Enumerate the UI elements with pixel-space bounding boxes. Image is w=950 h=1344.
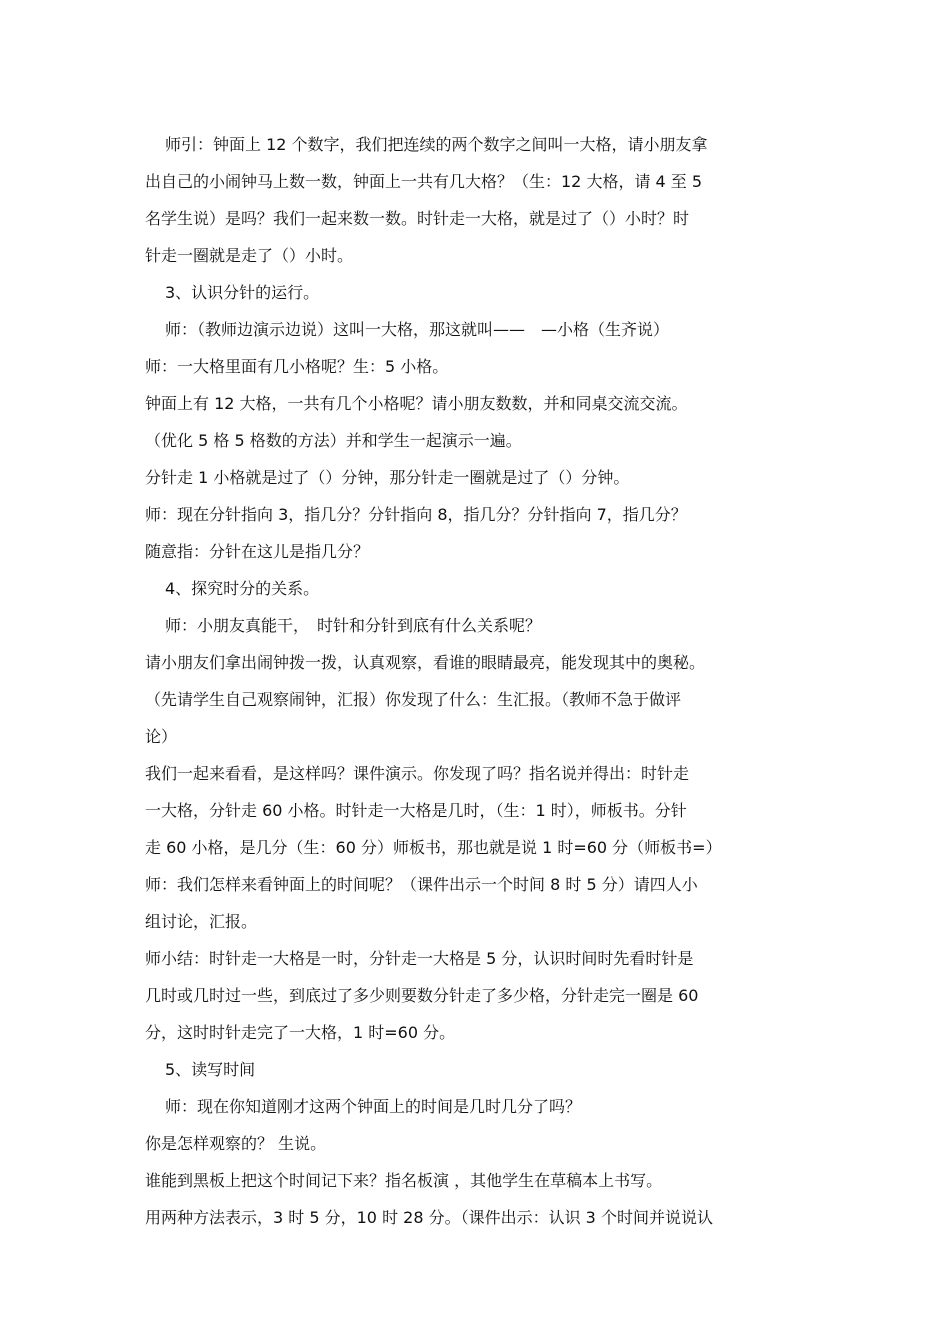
text-line: 请小朋友们拿出闹钟拨一拨，认真观察，看谁的眼睛最亮，能发现其中的奥秘。 — [145, 653, 706, 672]
text-line: 师小结：时针走一大格是一时，分针走一大格是 5 分，认识时间时先看时针是 — [145, 949, 694, 968]
text-line: 走 60 小格，是几分（生：60 分）师板书，那也就是说 1 时=60 分（师板书=） — [145, 838, 722, 857]
document-body — [145, 126, 817, 1236]
text-line: 钟面上有 12 大格，一共有几个小格呢？请小朋友数数，并和同桌交流交流。 — [145, 394, 688, 413]
text-line: （先请学生自己观察闹钟，汇报）你发现了什么：生汇报。（教师不急于做评 — [145, 690, 682, 709]
text-line: 师：现在你知道刚才这两个钟面上的时间是几时几分了吗？ — [165, 1097, 582, 1116]
text-line: 论） — [145, 727, 178, 746]
text-line: 4、探究时分的关系。 — [165, 579, 320, 598]
text-line: 我们一起来看看，是这样吗？课件演示。你发现了吗？指名说并得出：时针走 — [145, 764, 690, 783]
text-line: 出自己的小闹钟马上数一数，钟面上一共有几大格？（生：12 大格，请 4 至 5 — [145, 172, 703, 191]
text-line: 名学生说）是吗？我们一起来数一数。时针走一大格，就是过了（）小时？时 — [145, 209, 690, 228]
text-line: 你是怎样观察的？ 生说。 — [145, 1134, 327, 1153]
text-line: 一大格，分针走 60 小格。时针走一大格是几时，（生：1 时），师板书。分针 — [145, 801, 687, 820]
text-line: 师：现在分针指向 3，指几分？分针指向 8，指几分？分针指向 7，指几分？ — [145, 505, 687, 524]
text-line: 分针走 1 小格就是过了（）分钟，那分针走一圈就是过了（）分钟。 — [145, 468, 630, 487]
text-line: 几时或几时过一些，到底过了多少则要数分针走了多少格，分针走完一圈是 60 — [145, 986, 699, 1005]
text-line: 5、读写时间 — [165, 1060, 256, 1079]
text-line: 随意指：分针在这儿是指几分？ — [145, 542, 370, 561]
text-line: 师引：钟面上 12 个数字，我们把连续的两个数字之间叫一大格，请小朋友拿 — [165, 135, 708, 154]
text-line: 分，这时时针走完了一大格，1 时=60 分。 — [145, 1023, 456, 1042]
text-line: （优化 5 格 5 格数的方法）并和学生一起演示一遍。 — [145, 431, 522, 450]
text-line: 师：小朋友真能干， 时针和分针到底有什么关系呢？ — [165, 616, 542, 635]
text-line: 组讨论，汇报。 — [145, 912, 258, 931]
text-line: 谁能到黑板上把这个时间记下来？指名板演 ，其他学生在草稿本上书写。 — [145, 1171, 663, 1190]
text-line: 针走一圈就是走了（）小时。 — [145, 246, 354, 265]
text-line: 3、认识分针的运行。 — [165, 283, 320, 302]
text-line: 师：一大格里面有几小格呢？生：5 小格。 — [145, 357, 449, 376]
text-line: 师：（教师边演示边说）这叫一大格，那这就叫—— —小格（生齐说） — [165, 320, 670, 339]
text-line: 用两种方法表示，3 时 5 分，10 时 28 分。（课件出示：认识 3 个时间并说说认 — [145, 1208, 713, 1227]
text-line: 师：我们怎样来看钟面上的时间呢？（课件出示一个时间 8 时 5 分）请四人小 — [145, 875, 698, 894]
